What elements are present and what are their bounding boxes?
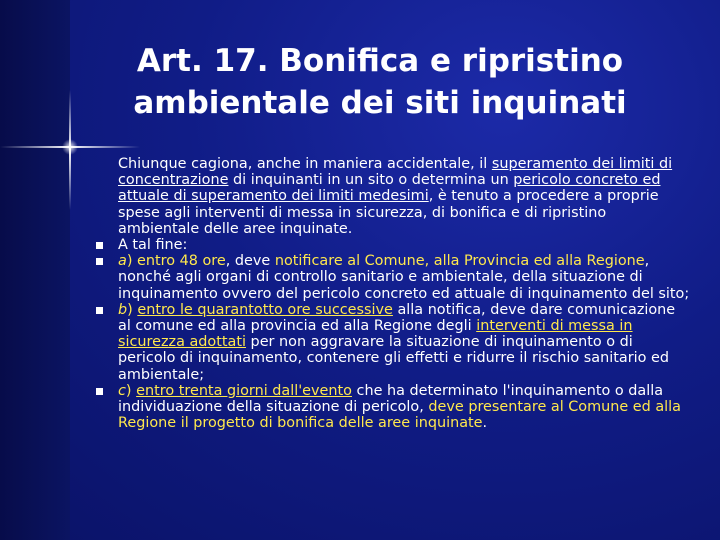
- bullet-item-b: [90, 302, 690, 383]
- bullet-highlight: deve presentare al Comune ed alla Regione il progetto di bonifica delle aree inquinate: [118, 399, 681, 432]
- bullet-letter: a: [118, 253, 127, 270]
- bullet-highlight: ): [125, 382, 137, 399]
- bullet-highlight-underlined: entro trenta giorni dall'evento: [136, 382, 352, 399]
- bullet-text: per non aggravare la situazione di inquinamento o di pericolo di inquinamento, contenere gli effetti e ridurre il rischio sanitario ed ambientale;: [118, 334, 669, 383]
- intro-underlined-1: superamento dei limiti di concentrazione: [118, 156, 673, 189]
- bullet-text: che ha determinato l'inquinamento o dalla individuazione della situazione di pericolo,: [118, 382, 664, 416]
- title-line-1: Art. 17. Bonifica e ripristino: [136, 43, 624, 79]
- intro-text-2: di inquinanti in un sito o determina un: [228, 172, 514, 189]
- bullet-item-intro: [90, 237, 690, 253]
- intro-text-1: Chiunque cagiona, anche in maniera accidentale, il: [118, 156, 492, 172]
- bullet-highlight-underlined: interventi di messa in sicurezza adottati: [118, 318, 633, 351]
- title-line-2: ambientale dei siti inquinati: [133, 85, 627, 121]
- slide-body: [90, 156, 690, 431]
- bullet-text: A tal fine:: [118, 237, 188, 254]
- bullet-letter: c: [118, 382, 126, 399]
- intro-text-3: , è tenuto a procedere a proprie spese agli interventi di messa in sicurezza, di bonifica e di ripristino ambientale delle aree inquinate.: [118, 188, 659, 237]
- square-bullet-icon: [96, 258, 103, 265]
- bullet-text: , nonché agli organi di controllo sanitario e ambientale, della situazione di inquinamento ovvero del pericolo concreto ed attuale di inquinamento del sito;: [118, 253, 690, 302]
- intro-underlined-2: pericolo concreto ed attuale di superamento dei limiti medesimi: [118, 172, 661, 205]
- intro-paragraph: [90, 156, 690, 237]
- sparkle-icon: [62, 139, 78, 155]
- bullet-text: alla notifica, deve dare comunicazione al comune ed alla provincia ed alla Regione degli: [118, 301, 676, 335]
- bullet-item-a: [90, 253, 690, 302]
- bullet-text: , deve: [225, 253, 275, 270]
- bullet-item-c: [90, 383, 690, 432]
- bullet-text: .: [482, 415, 488, 432]
- square-bullet-icon: [96, 242, 103, 249]
- square-bullet-icon: [96, 388, 103, 395]
- bullet-highlight-underlined: entro le quarantotto ore successive: [137, 301, 393, 318]
- bullet-highlight: ): [127, 301, 138, 318]
- slide-title: [110, 40, 650, 124]
- square-bullet-icon: [96, 307, 103, 314]
- bullet-highlight: notificare al Comune, alla Provincia ed alla Regione: [274, 253, 645, 270]
- left-decor-band: [0, 0, 70, 540]
- bullet-highlight: ) entro 48 ore: [126, 253, 226, 270]
- bullet-letter: b: [118, 301, 128, 318]
